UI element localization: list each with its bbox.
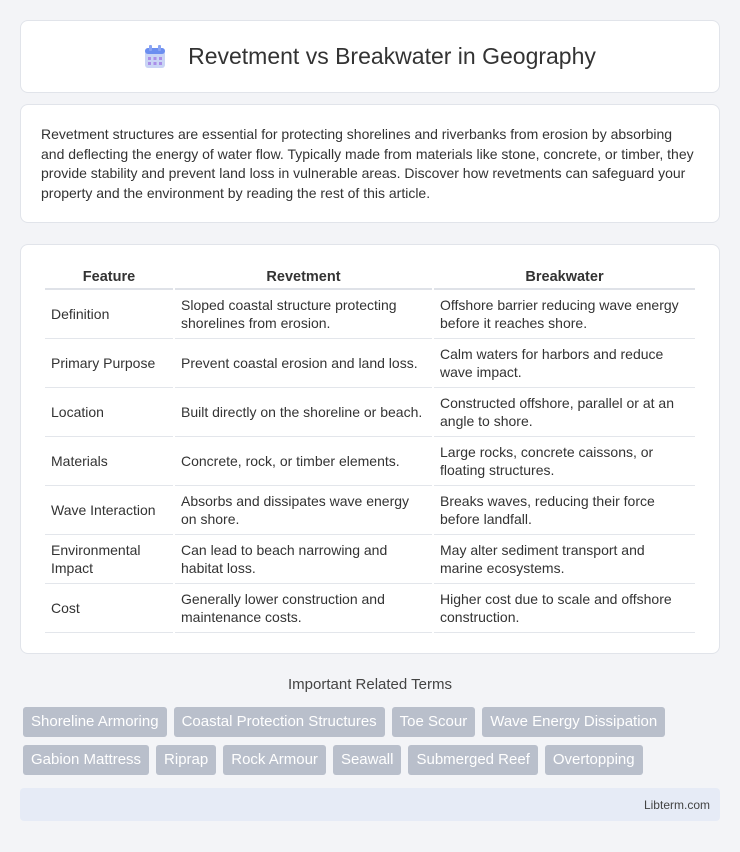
table-row: [45, 388, 695, 437]
related-terms-title: Important Related Terms: [288, 676, 452, 693]
intro-text: Revetment structures are essential for protecting shorelines and riverbanks from erosion by absorbing and deflecting the energy of water flow. Typically made from materials like stone, concrete, or timber, they provide stability and prevent land loss in vulnerable areas. Discover how revetments can safeguard your property and the environment by reading the rest of this article.: [41, 126, 694, 201]
table-row: [45, 437, 695, 486]
related-term-tag[interactable]: Shoreline Armoring: [23, 707, 167, 737]
table-row: [45, 535, 695, 584]
breakwater-cell: Higher cost due to scale and offshore construction.: [434, 584, 695, 633]
feature-cell: Primary Purpose: [45, 339, 173, 388]
related-term-tag[interactable]: Coastal Protection Structures: [174, 707, 385, 737]
revetment-cell: Prevent coastal erosion and land loss.: [175, 339, 432, 388]
related-term-tag[interactable]: Submerged Reef: [408, 745, 537, 775]
header-revetment: Revetment: [175, 265, 432, 290]
table-row: [45, 290, 695, 339]
revetment-cell: Built directly on the shoreline or beach.: [175, 388, 432, 437]
breakwater-cell: Large rocks, concrete caissons, or floating structures.: [434, 437, 695, 486]
revetment-cell: Concrete, rock, or timber elements.: [175, 437, 432, 486]
feature-cell: Materials: [45, 437, 173, 486]
footer-brand[interactable]: Libterm.com: [643, 798, 710, 812]
table-row: [45, 584, 695, 633]
header-feature: Feature: [45, 265, 173, 290]
breakwater-cell: Breaks waves, reducing their force before landfall.: [434, 486, 695, 535]
related-terms-list: [23, 707, 723, 783]
table-row: [45, 486, 695, 535]
comparison-table: [43, 265, 697, 633]
feature-cell: Location: [45, 388, 173, 437]
revetment-cell: Absorbs and dissipates wave energy on shore.: [175, 486, 432, 535]
feature-cell: Wave Interaction: [45, 486, 173, 535]
header-breakwater: Breakwater: [434, 265, 695, 290]
revetment-cell: Can lead to beach narrowing and habitat loss.: [175, 535, 432, 584]
feature-cell: Environmental Impact: [45, 535, 173, 584]
feature-cell: Cost: [45, 584, 173, 633]
title-card: [20, 20, 720, 93]
feature-cell: Definition: [45, 290, 173, 339]
related-term-tag[interactable]: Toe Scour: [392, 707, 476, 737]
related-term-tag[interactable]: Rock Armour: [223, 745, 326, 775]
revetment-cell: Sloped coastal structure protecting shorelines from erosion.: [175, 290, 432, 339]
breakwater-cell: Offshore barrier reducing wave energy before it reaches shore.: [434, 290, 695, 339]
related-term-tag[interactable]: Gabion Mattress: [23, 745, 149, 775]
table-header-row: [45, 265, 695, 290]
comparison-card: [20, 244, 720, 654]
related-term-tag[interactable]: Seawall: [333, 745, 402, 775]
breakwater-cell: Constructed offshore, parallel or at an angle to shore.: [434, 388, 695, 437]
table-row: [45, 339, 695, 388]
breakwater-cell: May alter sediment transport and marine ecosystems.: [434, 535, 695, 584]
related-term-tag[interactable]: Wave Energy Dissipation: [482, 707, 665, 737]
footer: [20, 788, 720, 821]
breakwater-cell: Calm waters for harbors and reduce wave impact.: [434, 339, 695, 388]
related-term-tag[interactable]: Overtopping: [545, 745, 643, 775]
page-title: Revetment vs Breakwater in Geography: [188, 43, 596, 69]
related-term-tag[interactable]: Riprap: [156, 745, 216, 775]
calendar-icon: [144, 45, 166, 69]
revetment-cell: Generally lower construction and maintenance costs.: [175, 584, 432, 633]
intro-card: [20, 104, 720, 223]
